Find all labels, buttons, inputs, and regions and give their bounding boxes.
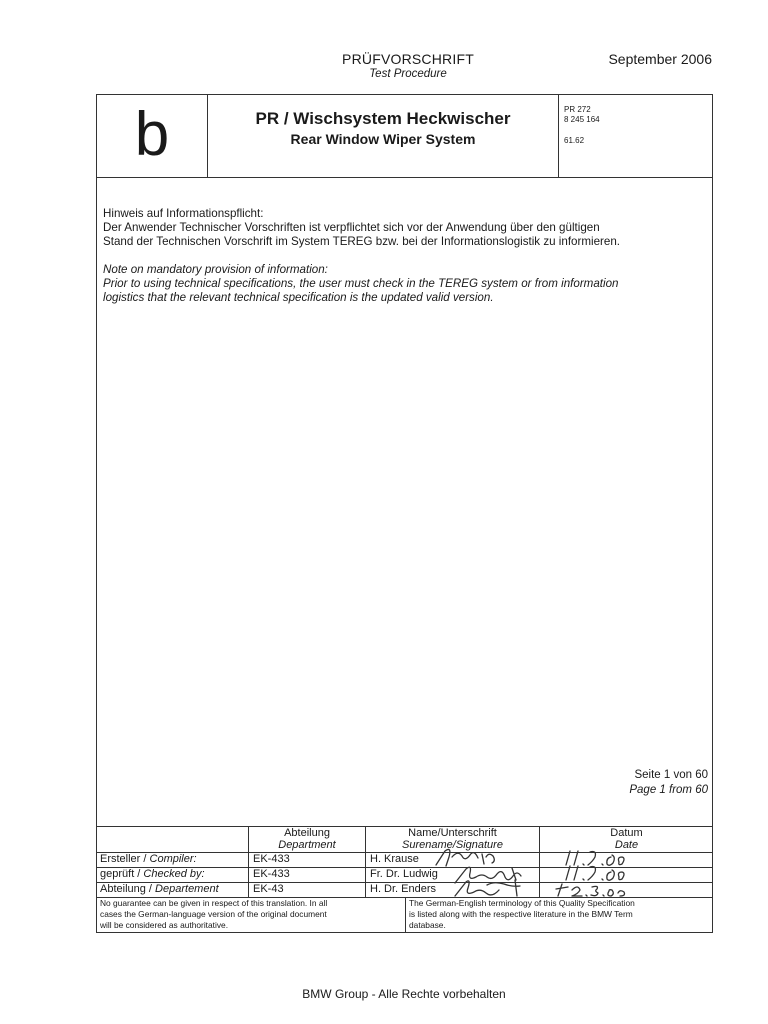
- copyright-footer: BMW Group - Alle Rechte vorbehalten: [302, 987, 506, 1001]
- name-header-en: Surename/Signature: [402, 839, 503, 851]
- document-type-title: PRÜFVORSCHRIFT: [342, 51, 474, 67]
- role-compiler-de: Ersteller /: [100, 853, 150, 865]
- notice-heading-de: Hinweis auf Informationspflicht:: [103, 207, 264, 220]
- compiler-department: EK-433: [253, 853, 290, 865]
- group-number: 61.62: [564, 136, 585, 145]
- disclaimer-left-line-1: No guarantee can be given in respect of this translation. In all: [100, 898, 328, 908]
- name-header-de: Name/Unterschrift: [408, 827, 497, 839]
- page-number-en: Page 1 from 60: [629, 784, 708, 796]
- department-header-de: Abteilung: [284, 827, 330, 839]
- document-type-subtitle: Test Procedure: [369, 68, 447, 80]
- title-block-divider: [96, 177, 713, 178]
- notice-text-en-1: Prior to using technical specifications, the user must check in the TEREG system or from information: [103, 277, 619, 290]
- date-header-de: Datum: [610, 827, 643, 839]
- disclaimer-left-line-2: cases the German-language version of the original document: [100, 909, 327, 919]
- document-date: September 2006: [608, 51, 712, 67]
- date-header-en: Date: [614, 839, 639, 851]
- checker-department: EK-433: [253, 868, 290, 880]
- notice-heading-en: Note on mandatory provision of information:: [103, 263, 328, 276]
- disclaimer-right-line-1: The German-English terminology of this Quality Specification: [409, 898, 635, 908]
- disclaimer-left-line-3: will be considered as authoritative.: [100, 920, 229, 930]
- approver-name: H. Dr. Enders: [370, 883, 437, 895]
- doc-number: PR 272: [564, 105, 591, 114]
- department-header-en: Department: [278, 839, 336, 851]
- notice-text-de-1: Der Anwender Technischer Vorschriften ist verpflichtet sich vor der Anwendung über den gültigen: [103, 221, 600, 234]
- part-number: 8 245 164: [564, 115, 600, 124]
- approver-department: EK-43: [253, 883, 284, 895]
- title-block-divider-right: [558, 94, 559, 177]
- compiler-name: H. Krause: [370, 853, 419, 865]
- checker-name: Fr. Dr. Ludwig: [370, 868, 438, 880]
- role-department-de: Abteilung /: [100, 883, 156, 895]
- role-checked-by-en: Checked by:: [143, 868, 205, 880]
- disclaimer-right-line-3: database.: [409, 920, 446, 930]
- document-title-english: Rear Window Wiper System: [290, 131, 476, 147]
- document-title-german: PR / Wischsystem Heckwischer: [255, 109, 511, 128]
- notice-text-de-2: Stand der Technischen Vorschrift im System TEREG bzw. bei der Informationslogistik zu informieren.: [103, 235, 621, 248]
- disclaimer-column-rule: [405, 897, 406, 933]
- revision-letter: b: [134, 100, 170, 169]
- role-department: [100, 883, 219, 896]
- role-department-en: Departement: [155, 883, 219, 895]
- disclaimer-right-line-2: is listed along with the respective literature in the BMW Term: [409, 909, 633, 919]
- notice-text-en-2: logistics that the relevant technical specification is the updated valid version.: [103, 291, 494, 304]
- page-number-de: Seite 1 von 60: [634, 769, 708, 781]
- role-compiler: [100, 853, 197, 866]
- role-checked-by-de: geprüft /: [100, 868, 144, 880]
- role-compiler-en: Compiler:: [149, 853, 197, 865]
- role-checked-by: [100, 868, 205, 881]
